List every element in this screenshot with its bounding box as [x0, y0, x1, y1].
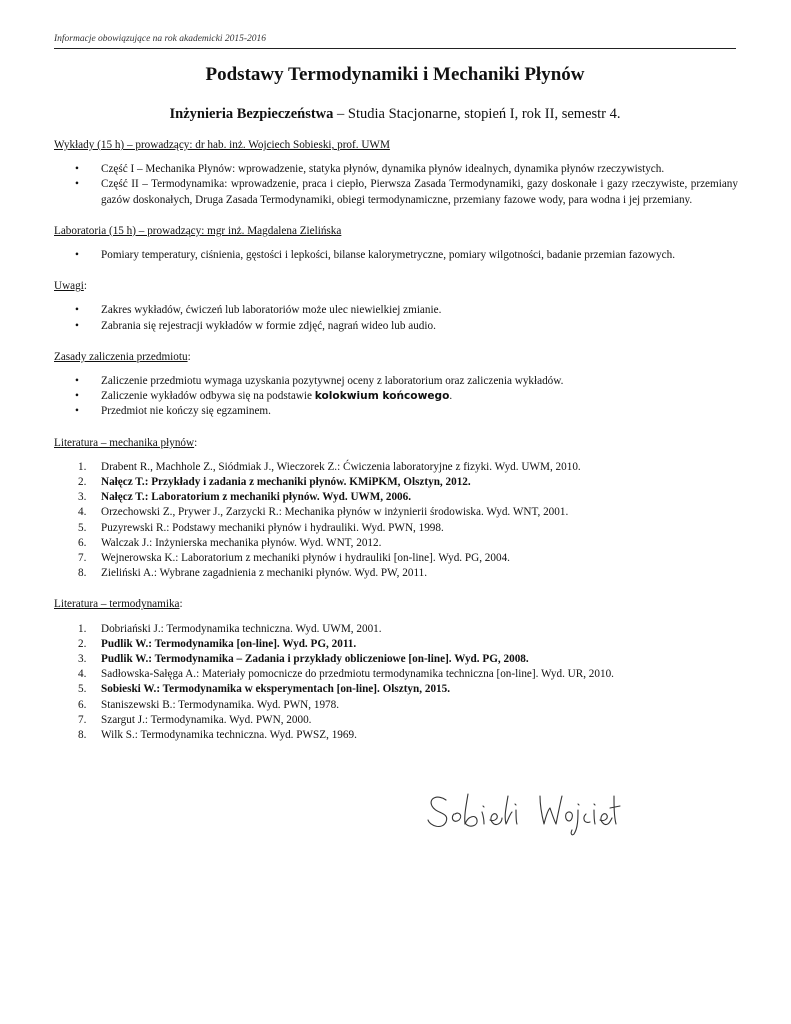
heading-colon: :: [194, 436, 198, 449]
list-number: 5.: [78, 683, 87, 696]
rules-list: [54, 374, 738, 420]
rule-item-emphasis: kolokwium końcowego: [314, 390, 450, 403]
program-details: – Studia Stacjonarne, stopień I, rok II, semestr 4.: [333, 106, 621, 122]
rules-heading: [54, 350, 738, 365]
note-item: Zabrania się rejestracji wykładów w formie zdjęć, nagrań wideo lub audio.: [101, 319, 436, 332]
labs-heading: Laboratoria (15 h) – prowadzący: mgr inż. Magdalena Zielińska: [54, 224, 342, 237]
lit-mech-heading-text: Literatura – mechanika płynów: [54, 436, 195, 449]
bullet-marker: •: [75, 304, 79, 317]
spacer: [54, 239, 738, 248]
reference-entry: Orzechowski Z., Prywer J., Zarzycki R.: Mechanika płynów w inżynierii środowiska. Wyd. WNT, 2001.: [101, 506, 569, 519]
heading-colon: :: [187, 350, 191, 363]
list-item: [54, 319, 738, 334]
reference-entry: Puzyrewski R.: Podstawy mechaniki płynów i hydrauliki. Wyd. PWN, 1998.: [101, 521, 444, 534]
list-item: [54, 622, 738, 637]
list-item: [54, 652, 738, 667]
notes-heading: [54, 279, 738, 294]
spacer: [54, 294, 738, 303]
list-item: [54, 551, 738, 566]
labs-item: Pomiary temperatury, ciśnienia, gęstości i lepkości, bilanse kalorymetryczne, pomiary wilgotności, badanie przemian fazowych.: [101, 249, 676, 262]
reference-entry: Pudlik W.: Termodynamika – Zadania i przykłady obliczeniowe [on-line]. Wyd. PG, 2008.: [101, 653, 529, 666]
rule-item: Zaliczenie przedmiotu wymaga uzyskania pozytywnej oceny z laboratorium oraz zaliczenia wykładów.: [101, 375, 564, 388]
spacer: [54, 208, 738, 224]
list-number: 2.: [78, 637, 87, 650]
list-item: [54, 177, 738, 207]
spacer: [54, 613, 738, 622]
list-item: [54, 490, 738, 505]
reference-entry: Walczak J.: Inżynierska mechanika płynów. Wyd. WNT, 2012.: [101, 536, 382, 549]
lit-thermo-heading: [54, 597, 738, 612]
list-item: [54, 521, 738, 536]
list-number: 6.: [78, 536, 87, 549]
spacer: [54, 451, 738, 460]
list-item: [54, 566, 738, 581]
list-item: [54, 505, 738, 520]
list-number: 7.: [78, 552, 87, 565]
notes-list: [54, 303, 738, 333]
list-item: [54, 475, 738, 490]
notes-heading-text: Uwagi: [54, 280, 84, 293]
spacer: [54, 263, 738, 279]
program-name: Inżynieria Bezpieczeństwa: [169, 106, 334, 122]
list-number: 3.: [78, 653, 87, 666]
reference-entry: Zieliński A.: Wybrane zagadnienia z mechaniki płynów. Wyd. PW, 2011.: [101, 567, 428, 580]
lecture-part-2: Część II – Termodynamika: wprowadzenie, praca i ciepło, Pierwsza Zasada Termodynamiki, gazy doskonałe i gazy rzeczywiste, przemiany gazów doskonałych, Druga Zasada Termodynamiki, obiegi termodynamiczne, przemiany fazowe wody, para wodna i jej przemiany.: [101, 178, 738, 206]
list-item: [54, 404, 738, 419]
page-title: Podstawy Termodynamiki i Mechaniki Płynów: [205, 64, 585, 85]
spacer: [54, 365, 738, 374]
document-body: [54, 138, 738, 743]
list-number: 1.: [78, 622, 87, 635]
spacer: [54, 420, 738, 436]
list-number: 3.: [78, 491, 87, 504]
spacer: [54, 153, 738, 162]
list-item: [54, 698, 738, 713]
list-item: [54, 248, 738, 263]
list-item: [54, 536, 738, 551]
bullet-marker: •: [75, 319, 79, 332]
list-number: 4.: [78, 668, 87, 681]
note-item: Zakres wykładów, ćwiczeń lub laboratoriów może ulec niewielkiej zmianie.: [101, 304, 442, 317]
lit-mech-list: [54, 460, 738, 582]
lectures-list: [54, 162, 738, 208]
reference-entry: Sadłowska-Sałęga A.: Materiały pomocnicze do przedmiotu termodynamika techniczna [on-line]. Wyd. UR, 2010.: [101, 668, 614, 681]
labs-list: [54, 248, 738, 263]
spacer: [54, 334, 738, 350]
bullet-marker: •: [75, 178, 79, 191]
reference-entry: Pudlik W.: Termodynamika [on-line]. Wyd. PG, 2011.: [101, 637, 357, 650]
reference-entry: Sobieski W.: Termodynamika w eksperymentach [on-line]. Olsztyn, 2015.: [101, 683, 451, 696]
reference-entry: Wejnerowska K.: Laboratorium z mechaniki płynów i hydrauliki [on-line]. Wyd. PG, 2004.: [101, 552, 510, 565]
spacer: [54, 581, 738, 597]
list-item: [54, 389, 738, 404]
list-item: [54, 637, 738, 652]
bullet-marker: •: [75, 405, 79, 418]
rule-item-end: .: [449, 390, 453, 403]
list-item: [54, 374, 738, 389]
reference-entry: Nałęcz T.: Przykłady i zadania z mechaniki płynów. KMiPKM, Olsztyn, 2012.: [101, 476, 471, 489]
heading-colon: :: [83, 280, 87, 293]
list-item: [54, 682, 738, 697]
bullet-marker: •: [75, 390, 79, 403]
reference-entry: Dobriański J.: Termodynamika techniczna. Wyd. UWM, 2001.: [101, 622, 382, 635]
lectures-heading: Wykłady (15 h) – prowadzący: dr hab. inż. Wojciech Sobieski, prof. UWM: [54, 139, 390, 151]
list-number: 8.: [78, 567, 87, 580]
reference-entry: Szargut J.: Termodynamika. Wyd. PWN, 2000.: [101, 713, 312, 726]
reference-entry: Staniszewski B.: Termodynamika. Wyd. PWN, 1978.: [101, 698, 340, 711]
header-note: Informacje obowiązujące na rok akademicki 2015-2016: [54, 34, 267, 44]
list-item: [54, 667, 738, 682]
lit-thermo-heading-text: Literatura – termodynamika: [54, 598, 180, 611]
reference-entry: Nałęcz T.: Laboratorium z mechaniki płynów. Wyd. UWM, 2006.: [101, 491, 412, 504]
list-number: 2.: [78, 476, 87, 489]
list-number: 1.: [78, 460, 87, 473]
lit-mech-heading: [54, 436, 738, 451]
list-item: [54, 728, 738, 743]
list-item: [54, 460, 738, 475]
reference-entry: Wilk S.: Termodynamika techniczna. Wyd. PWSZ, 1969.: [101, 729, 357, 742]
rule-item: Przedmiot nie kończy się egzaminem.: [101, 405, 271, 418]
list-number: 8.: [78, 729, 87, 742]
reference-entry: Drabent R., Machhole Z., Siódmiak J., Wieczorek Z.: Ćwiczenia laboratoryjne z fizyki. Wyd. UWM, 2010.: [101, 460, 581, 473]
bullet-marker: •: [75, 249, 79, 262]
rule-item-text: Zaliczenie wykładów odbywa się na podstawie: [101, 390, 315, 403]
list-item: [54, 713, 738, 728]
header-divider: [54, 48, 736, 49]
page-subtitle: [54, 106, 736, 123]
list-number: 7.: [78, 713, 87, 726]
list-number: 6.: [78, 698, 87, 711]
lecture-part-1: Część I – Mechanika Płynów: wprowadzenie, statyka płynów, dynamika płynów idealnych, dynamika płynów rzeczywistych.: [101, 163, 665, 176]
list-number: 5.: [78, 521, 87, 534]
handwritten-signature: [424, 784, 622, 840]
bullet-marker: •: [75, 375, 79, 388]
list-item: [54, 303, 738, 318]
rules-heading-text: Zasady zaliczenia przedmiotu: [54, 350, 188, 363]
heading-colon: :: [179, 598, 183, 611]
lit-thermo-list: [54, 622, 738, 744]
list-item: [54, 162, 738, 177]
bullet-marker: •: [75, 163, 79, 176]
list-number: 4.: [78, 506, 87, 519]
